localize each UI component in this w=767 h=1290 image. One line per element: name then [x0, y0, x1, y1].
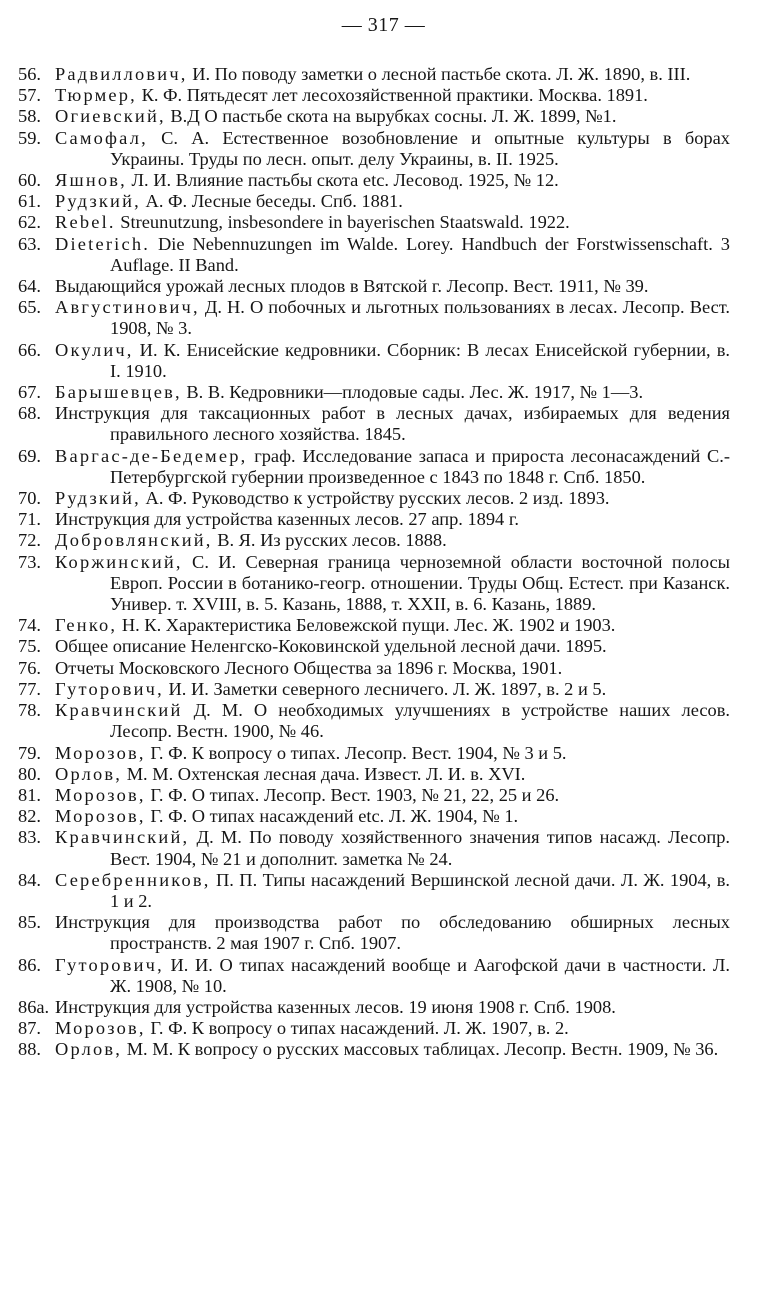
- reference-text: Инструкция для устройства казенных лесов. 19 июня 1908 г. Спб. 1908.: [55, 996, 616, 1017]
- reference-number: 85.: [18, 912, 41, 933]
- reference-text: И. И. О типах насаждений вообще и Аагофской дачи в частности. Л. Ж. 1908, № 10.: [110, 954, 730, 996]
- reference-text: Отчеты Московского Лесного Общества за 1896 г. Москва, 1901.: [55, 657, 563, 678]
- reference-number: 60.: [18, 170, 41, 191]
- reference-text: А. Ф. Лесные беседы. Спб. 1881.: [140, 191, 403, 212]
- reference-author: Варгас-де-Бедемер,: [55, 445, 248, 466]
- reference-text: С. А. Естественное возобновление и опытные культуры в борах Украины. Труды по лесн. опыт. делу Украины, в. II. 1925.: [110, 127, 730, 169]
- reference-text: М. М. К вопросу о русских массовых таблицах. Лесопр. Вестн. 1909, № 36.: [122, 1039, 719, 1060]
- reference-item: [18, 743, 730, 764]
- reference-text: И. По поводу заметки о лесной пастьбе скота. Л. Ж. 1890, в. III.: [187, 64, 691, 84]
- reference-item: [18, 700, 730, 742]
- reference-number: 58.: [18, 106, 41, 127]
- reference-number: 70.: [18, 488, 41, 509]
- reference-number: 83.: [18, 827, 41, 848]
- reference-text: С. И. Северная граница черноземной области восточной полосы Европ. России в ботанико-геогр. отношении. Труды Общ. Естест. при Казанск. Унивеp. т. XVIII, в. 5. Казань, 1888, т. XXII, в. 6. Казань, 1889.: [110, 551, 730, 615]
- reference-number: 77.: [18, 678, 41, 699]
- reference-author: Морозов,: [55, 742, 146, 763]
- reference-item: [18, 276, 730, 297]
- reference-number: 87.: [18, 1018, 41, 1039]
- reference-number: 84.: [18, 869, 41, 890]
- reference-item: [18, 64, 730, 85]
- reference-text: Инструкция для производства работ по обследованию обширных лесных пространств. 2 мая 1907 г. Спб. 1907.: [55, 912, 730, 954]
- reference-number: 64.: [18, 276, 41, 297]
- reference-author: Dieterich.: [55, 233, 151, 254]
- reference-text: Die Nebennuzungen im Walde. Lorey. Handbuch der Forstwissenschaft. 3 Auflage. II Band.: [110, 233, 730, 275]
- reference-text: Г. Ф. О типах. Лесопр. Вест. 1903, № 21, 22, 25 и 26.: [145, 784, 560, 805]
- reference-item: [18, 785, 730, 806]
- reference-number: 68.: [18, 403, 41, 424]
- reference-number: 76.: [18, 657, 41, 678]
- reference-number: 86.: [18, 954, 41, 975]
- reference-author: Самофал,: [55, 127, 148, 148]
- reference-item: [18, 870, 730, 912]
- reference-item: [18, 128, 730, 170]
- reference-number: 57.: [18, 85, 41, 106]
- reference-author: Rebel.: [55, 212, 116, 233]
- reference-number: 81.: [18, 784, 41, 805]
- reference-author: Яшнов,: [55, 170, 127, 191]
- reference-text: Д. Н. О побочных и льготных пользованиях в лесах. Лесопр. Вест. 1908, № 3.: [110, 297, 730, 339]
- reference-number: 62.: [18, 212, 41, 233]
- reference-number: 61.: [18, 191, 41, 212]
- reference-text: П. П. Типы насаждений Вершинской лесной дачи. Л. Ж. 1904, в. 1 и 2.: [110, 869, 730, 911]
- reference-text: В. В. Кедровники—плодовые сады. Лес. Ж. 1917, № 1—3.: [181, 382, 644, 403]
- reference-number: 73.: [18, 551, 41, 572]
- reference-number: 80.: [18, 763, 41, 784]
- reference-text: Д. М. О необходимых улучшениях в устройстве наших лесов. Лесопр. Вестн. 1900, № 46.: [110, 700, 730, 742]
- reference-item: [18, 106, 730, 127]
- reference-item: [18, 552, 730, 616]
- reference-item: [18, 827, 730, 869]
- reference-text: И. И. Заметки северного лесничего. Л. Ж. 1897, в. 2 и 5.: [163, 678, 607, 699]
- reference-item: [18, 446, 730, 488]
- reference-author: Орлов,: [55, 1039, 123, 1060]
- reference-author: Огиевский,: [55, 106, 166, 127]
- reference-item: [18, 297, 730, 339]
- reference-item: [18, 912, 730, 954]
- reference-item: [18, 488, 730, 509]
- reference-author: Орлов,: [55, 763, 123, 784]
- reference-text: К. Ф. Пятьдесят лет лесохозяйственной практики. Москва. 1891.: [136, 85, 648, 106]
- reference-text: М. М. Охтенская лесная дача. Извест. Л. И. в. XVI.: [122, 763, 526, 784]
- reference-item: [18, 1039, 730, 1060]
- reference-author: Рудзкий,: [55, 488, 141, 509]
- reference-item: [18, 212, 730, 233]
- reference-item: [18, 191, 730, 212]
- reference-author: Коржинский,: [55, 551, 183, 572]
- reference-author: Серебренников,: [55, 869, 211, 890]
- reference-author: Августинович,: [55, 297, 200, 318]
- reference-text: Инструкция для таксационных работ в лесных дачах, избираемых для ведения правильного лесного хозяйства. 1845.: [55, 403, 730, 445]
- reference-item: [18, 806, 730, 827]
- reference-author: Кравчинский,: [55, 827, 190, 848]
- reference-item: [18, 170, 730, 191]
- reference-text: Инструкция для устройства казенных лесов. 27 апр. 1894 г.: [55, 509, 519, 530]
- reference-item: [18, 403, 730, 445]
- reference-number: 59.: [18, 127, 41, 148]
- reference-text: Г. Ф. К вопросу о типах насаждений. Л. Ж. 1907, в. 2.: [145, 1018, 569, 1039]
- reference-text: Н. К. Характеристика Беловежской пущи. Лес. Ж. 1902 и 1903.: [117, 615, 616, 636]
- reference-text: Общее описание Неленгско-Коковинской удельной лесной дачи. 1895.: [55, 636, 607, 657]
- reference-item: [18, 85, 730, 106]
- reference-text: В.Д О пастьбе скота на вырубках сосны. Л. Ж. 1899, №1.: [165, 106, 617, 127]
- reference-item: [18, 615, 730, 636]
- reference-number: 69.: [18, 445, 41, 466]
- reference-number: 88.: [18, 1039, 41, 1060]
- reference-author: Гуторович,: [55, 954, 164, 975]
- reference-list: [18, 64, 730, 1061]
- reference-text: Г. Ф. О типах насаждений etc. Л. Ж. 1904, № 1.: [145, 806, 519, 827]
- reference-author: Рудзкий,: [55, 191, 141, 212]
- reference-number: 75.: [18, 636, 41, 657]
- reference-author: Гуторович,: [55, 678, 164, 699]
- reference-item: [18, 382, 730, 403]
- reference-author: Радвиллович,: [55, 64, 188, 84]
- reference-number: 65.: [18, 297, 41, 318]
- reference-author: Кравчинский: [55, 700, 183, 721]
- reference-text: граф. Исследование запаса и прироста лесонасаждений С.-Петербургской губернии произведенное с 1843 по 1848 г. Спб. 1850.: [110, 445, 730, 487]
- reference-number: 66.: [18, 339, 41, 360]
- reference-item: [18, 509, 730, 530]
- reference-number: 82.: [18, 806, 41, 827]
- reference-author: Морозов,: [55, 806, 146, 827]
- reference-number: 74.: [18, 615, 41, 636]
- reference-text: А. Ф. Руководство к устройству русских лесов. 2 изд. 1893.: [140, 488, 610, 509]
- reference-author: Окулич,: [55, 339, 134, 360]
- reference-item: [18, 679, 730, 700]
- reference-author: Добровлянский,: [55, 530, 213, 551]
- reference-text: В. Я. Из русских лесов. 1888.: [212, 530, 447, 551]
- reference-item: [18, 636, 730, 657]
- reference-item: [18, 658, 730, 679]
- reference-number: 86а.: [18, 996, 50, 1017]
- reference-item: [18, 530, 730, 551]
- reference-author: Генко,: [55, 615, 118, 636]
- reference-item: [18, 997, 730, 1018]
- reference-author: Барышевцев,: [55, 382, 182, 403]
- reference-number: 67.: [18, 382, 41, 403]
- reference-text: Г. Ф. К вопросу о типах. Лесопр. Вест. 1904, № 3 и 5.: [145, 742, 567, 763]
- reference-text: Л. И. Влияние пастьбы скота etc. Лесовод. 1925, № 12.: [126, 170, 559, 191]
- reference-author: Тюрмер,: [55, 85, 137, 106]
- reference-number: 72.: [18, 530, 41, 551]
- reference-number: 63.: [18, 233, 41, 254]
- reference-number: 71.: [18, 509, 41, 530]
- reference-item: [18, 234, 730, 276]
- page-number: — 317 —: [341, 14, 426, 36]
- reference-item: [18, 955, 730, 997]
- reference-text: Д. М. По поводу хозяйственного значения типов насажд. Лесопр. Вест. 1904, № 21 и дополнит. заметка № 24.: [110, 827, 730, 869]
- reference-text: Streunutzung, insbesondere in bayerischen Staatswald. 1922.: [115, 212, 570, 233]
- reference-item: [18, 340, 730, 382]
- reference-item: [18, 764, 730, 785]
- reference-number: 79.: [18, 742, 41, 763]
- reference-number: 78.: [18, 700, 41, 721]
- reference-number: 56.: [18, 64, 41, 84]
- reference-text: Выдающийся урожай лесных плодов в Вятской г. Лесопр. Вест. 1911, № 39.: [55, 276, 649, 297]
- reference-text: И. К. Енисейские кедровники. Сборник: В лесах Енисейской губернии, в. I. 1910.: [110, 339, 730, 381]
- reference-item: [18, 1018, 730, 1039]
- reference-author: Морозов,: [55, 784, 146, 805]
- reference-author: Морозов,: [55, 1018, 146, 1039]
